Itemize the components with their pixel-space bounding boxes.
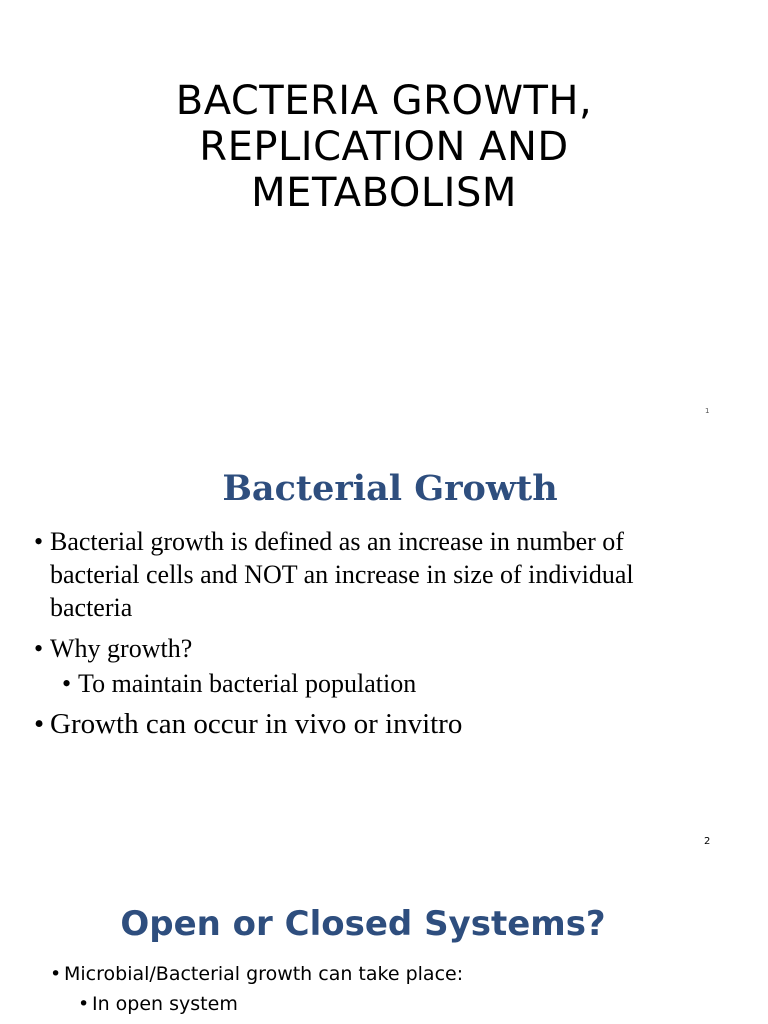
slide-1-title-line: REPLICATION AND	[199, 124, 569, 170]
bullet-text: Growth can occur in vivo or invitro	[50, 708, 463, 740]
list-item	[50, 960, 750, 988]
list-item	[34, 706, 694, 742]
list-item	[34, 632, 694, 665]
list-item	[34, 525, 694, 624]
slide-2-bullet-list	[34, 525, 694, 742]
bullet-icon: •	[50, 963, 62, 985]
slide-1-title-line: METABOLISM	[251, 170, 517, 216]
slide-2-title: Bacterial Growth	[222, 468, 558, 509]
bullet-icon: •	[62, 669, 72, 698]
bullet-text: To maintain bacterial population	[78, 669, 417, 698]
slide-3-bullet-list	[50, 960, 750, 1018]
slide-2-page-number: 2	[704, 836, 711, 847]
slide-3	[0, 862, 768, 1024]
bullet-icon: •	[78, 993, 90, 1015]
bullet-icon: •	[34, 708, 45, 740]
slide-1-title	[0, 78, 768, 216]
sub-list-item	[62, 667, 694, 700]
slide-2	[0, 430, 768, 862]
bullet-text: Why growth?	[50, 634, 193, 663]
sub-list-item	[78, 990, 750, 1018]
bullet-text: In open system	[92, 993, 238, 1015]
slide-1-page-number: 1	[705, 407, 710, 415]
bullet-icon: •	[34, 527, 44, 556]
slide-1-title-line: BACTERIA GROWTH,	[175, 78, 593, 124]
slide-3-title: Open or Closed Systems?	[120, 904, 606, 944]
bullet-text: Bacterial growth is defined as an increase in number of bacterial cells and NOT an increase in size of individual bacteria	[50, 527, 634, 622]
bullet-text: Microbial/Bacterial growth can take place:	[64, 963, 464, 985]
slide-1	[0, 0, 768, 430]
bullet-icon: •	[34, 634, 44, 663]
